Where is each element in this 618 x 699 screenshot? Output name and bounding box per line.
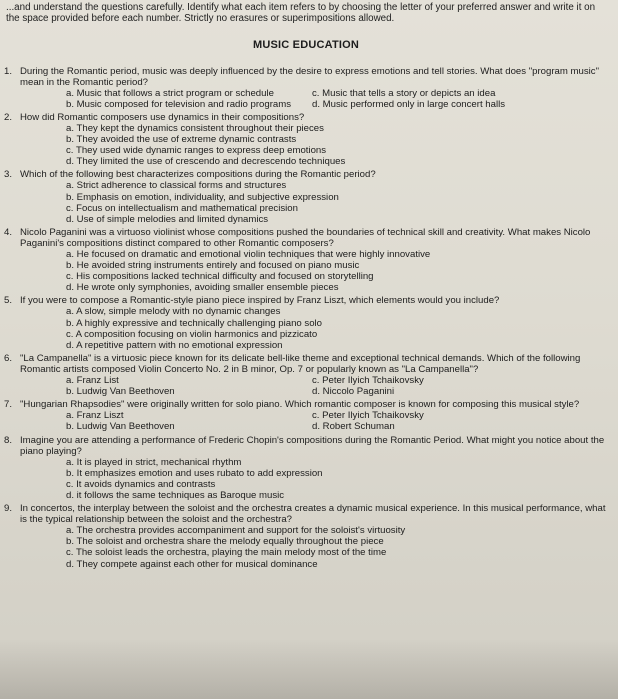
question-number: 3. xyxy=(4,169,13,181)
question-number: 8. xyxy=(4,434,13,446)
option-b: b. Emphasis on emotion, individuality, and subjective expression xyxy=(66,191,339,203)
option-c: c. Peter Ilyich Tchaikovsky xyxy=(312,375,424,387)
option-c: c. They used wide dynamic ranges to express deep emotions xyxy=(66,145,327,157)
option-d: d. it follows the same techniques as Baroque music xyxy=(66,489,285,501)
question-text: "La Campanella" is a virtuosic piece known for its delicate bell-like theme and exceptional technical demands. Which of the following Romantic artists composed Violin Concerto No. 2 in B minor, Op. 7 or popularly known as "La Campanella"? xyxy=(20,352,581,375)
option-a: a. Franz Liszt xyxy=(66,410,124,422)
question-4 xyxy=(4,227,608,294)
question-number: 9. xyxy=(4,503,13,515)
option-d: d. Use of simple melodies and limited dynamics xyxy=(66,213,269,225)
option-d: d. A repetitive pattern with no emotional expression xyxy=(66,339,283,351)
option-c: c. The soloist leads the orchestra, playing the main melody most of the time xyxy=(66,547,387,559)
option-d: d. They compete against each other for musical dominance xyxy=(66,558,318,570)
option-d: d. Niccolo Paganini xyxy=(312,386,395,398)
question-3 xyxy=(4,169,608,224)
option-a: a. It is played in strict, mechanical rhythm xyxy=(66,456,242,468)
option-b: b. The soloist and orchestra share the melody equally throughout the piece xyxy=(66,536,384,548)
option-b: b. Music composed for television and radio programs xyxy=(66,98,292,110)
question-6 xyxy=(4,353,608,397)
question-text: Nicolo Paganini was a virtuoso violinist whose compositions pushed the boundaries of technical skill and creativity. What makes Nicolo Paganini's compositions distinct compared to other Romantic composers? xyxy=(20,226,591,249)
option-b: b. A highly expressive and technically challenging piano solo xyxy=(66,317,322,329)
question-number: 7. xyxy=(4,399,13,411)
question-text: In concertos, the interplay between the soloist and the orchestra creates a dynamic musical experience. In this musical performance, what is the typical relationship between the soloist and the orchestra? xyxy=(20,503,606,526)
question-number: 6. xyxy=(4,352,13,364)
option-d: d. Music performed only in large concert halls xyxy=(312,98,506,110)
question-number: 1. xyxy=(4,65,13,77)
option-d: d. Robert Schuman xyxy=(312,421,395,433)
option-d: d. He wrote only symphonies, avoiding smaller ensemble pieces xyxy=(66,282,339,294)
option-a: a. The orchestra provides accompaniment and support for the soloist's virtuosity xyxy=(66,525,406,537)
option-d: d. They limited the use of crescendo and decrescendo techniques xyxy=(66,156,346,168)
option-b: b. They avoided the use of extreme dynamic contrasts xyxy=(66,134,297,146)
option-b: b. It emphasizes emotion and uses rubato to add expression xyxy=(66,467,323,479)
question-1 xyxy=(4,66,608,110)
question-number: 5. xyxy=(4,295,13,307)
option-c: c. Peter Ilyich Tchaikovsky xyxy=(312,410,424,422)
question-2 xyxy=(4,112,608,167)
option-a: a. A slow, simple melody with no dynamic changes xyxy=(66,306,281,318)
option-b: b. Ludwig Van Beethoven xyxy=(66,386,175,398)
option-c: c. His compositions lacked technical difficulty and focused on storytelling xyxy=(66,271,374,283)
option-a: a. They kept the dynamics consistent throughout their pieces xyxy=(66,122,324,134)
question-5 xyxy=(4,295,608,350)
question-7 xyxy=(4,399,608,432)
option-a: a. Strict adherence to classical forms and structures xyxy=(66,180,287,192)
question-text: Which of the following best characterizes compositions during the Romantic period? xyxy=(20,169,376,181)
option-b: b. Ludwig Van Beethoven xyxy=(66,421,175,433)
instructions-text: ...and understand the questions carefully. Identify what each item refers to by choosing the letter of your preferred answer and write it on the space provided before each number. Strictly no erasures or superimpositions allowed. xyxy=(6,2,596,25)
option-c: c. Focus on intellectualism and mathematical precision xyxy=(66,202,298,214)
question-text: During the Romantic period, music was deeply influenced by the desire to express emotions and tell stories. What does "program music" mean in the Romantic period? xyxy=(20,65,599,88)
question-text: "Hungarian Rhapsodies" were originally written for solo piano. Which romantic composer is known for composing this musical style? xyxy=(20,399,580,411)
option-a: a. He focused on dramatic and emotional violin techniques that were highly innovative xyxy=(66,249,431,260)
question-9 xyxy=(4,503,608,570)
option-c: c. Music that tells a story or depicts an idea xyxy=(312,87,496,99)
question-text: If you were to compose a Romantic-style piano piece inspired by Franz Liszt, which elements would you include? xyxy=(20,295,500,307)
photo-shadow xyxy=(0,639,618,699)
option-c: c. A composition focusing on violin harmonics and pizzicato xyxy=(66,328,318,340)
question-number: 4. xyxy=(4,226,13,238)
question-8 xyxy=(4,435,608,502)
option-a: a. Music that follows a strict program or schedule xyxy=(66,87,274,99)
option-a: a. Franz List xyxy=(66,375,119,387)
option-b: b. He avoided string instruments entirely and focused on piano music xyxy=(66,260,360,272)
question-text: Imagine you are attending a performance of Frederic Chopin's compositions during the Romantic Period. What might you notice about the piano playing? xyxy=(20,434,605,457)
question-text: How did Romantic composers use dynamics in their compositions? xyxy=(20,111,305,123)
page-title: MUSIC EDUCATION xyxy=(252,39,360,52)
question-number: 2. xyxy=(4,111,13,123)
option-c: c. It avoids dynamics and contrasts xyxy=(66,478,216,490)
